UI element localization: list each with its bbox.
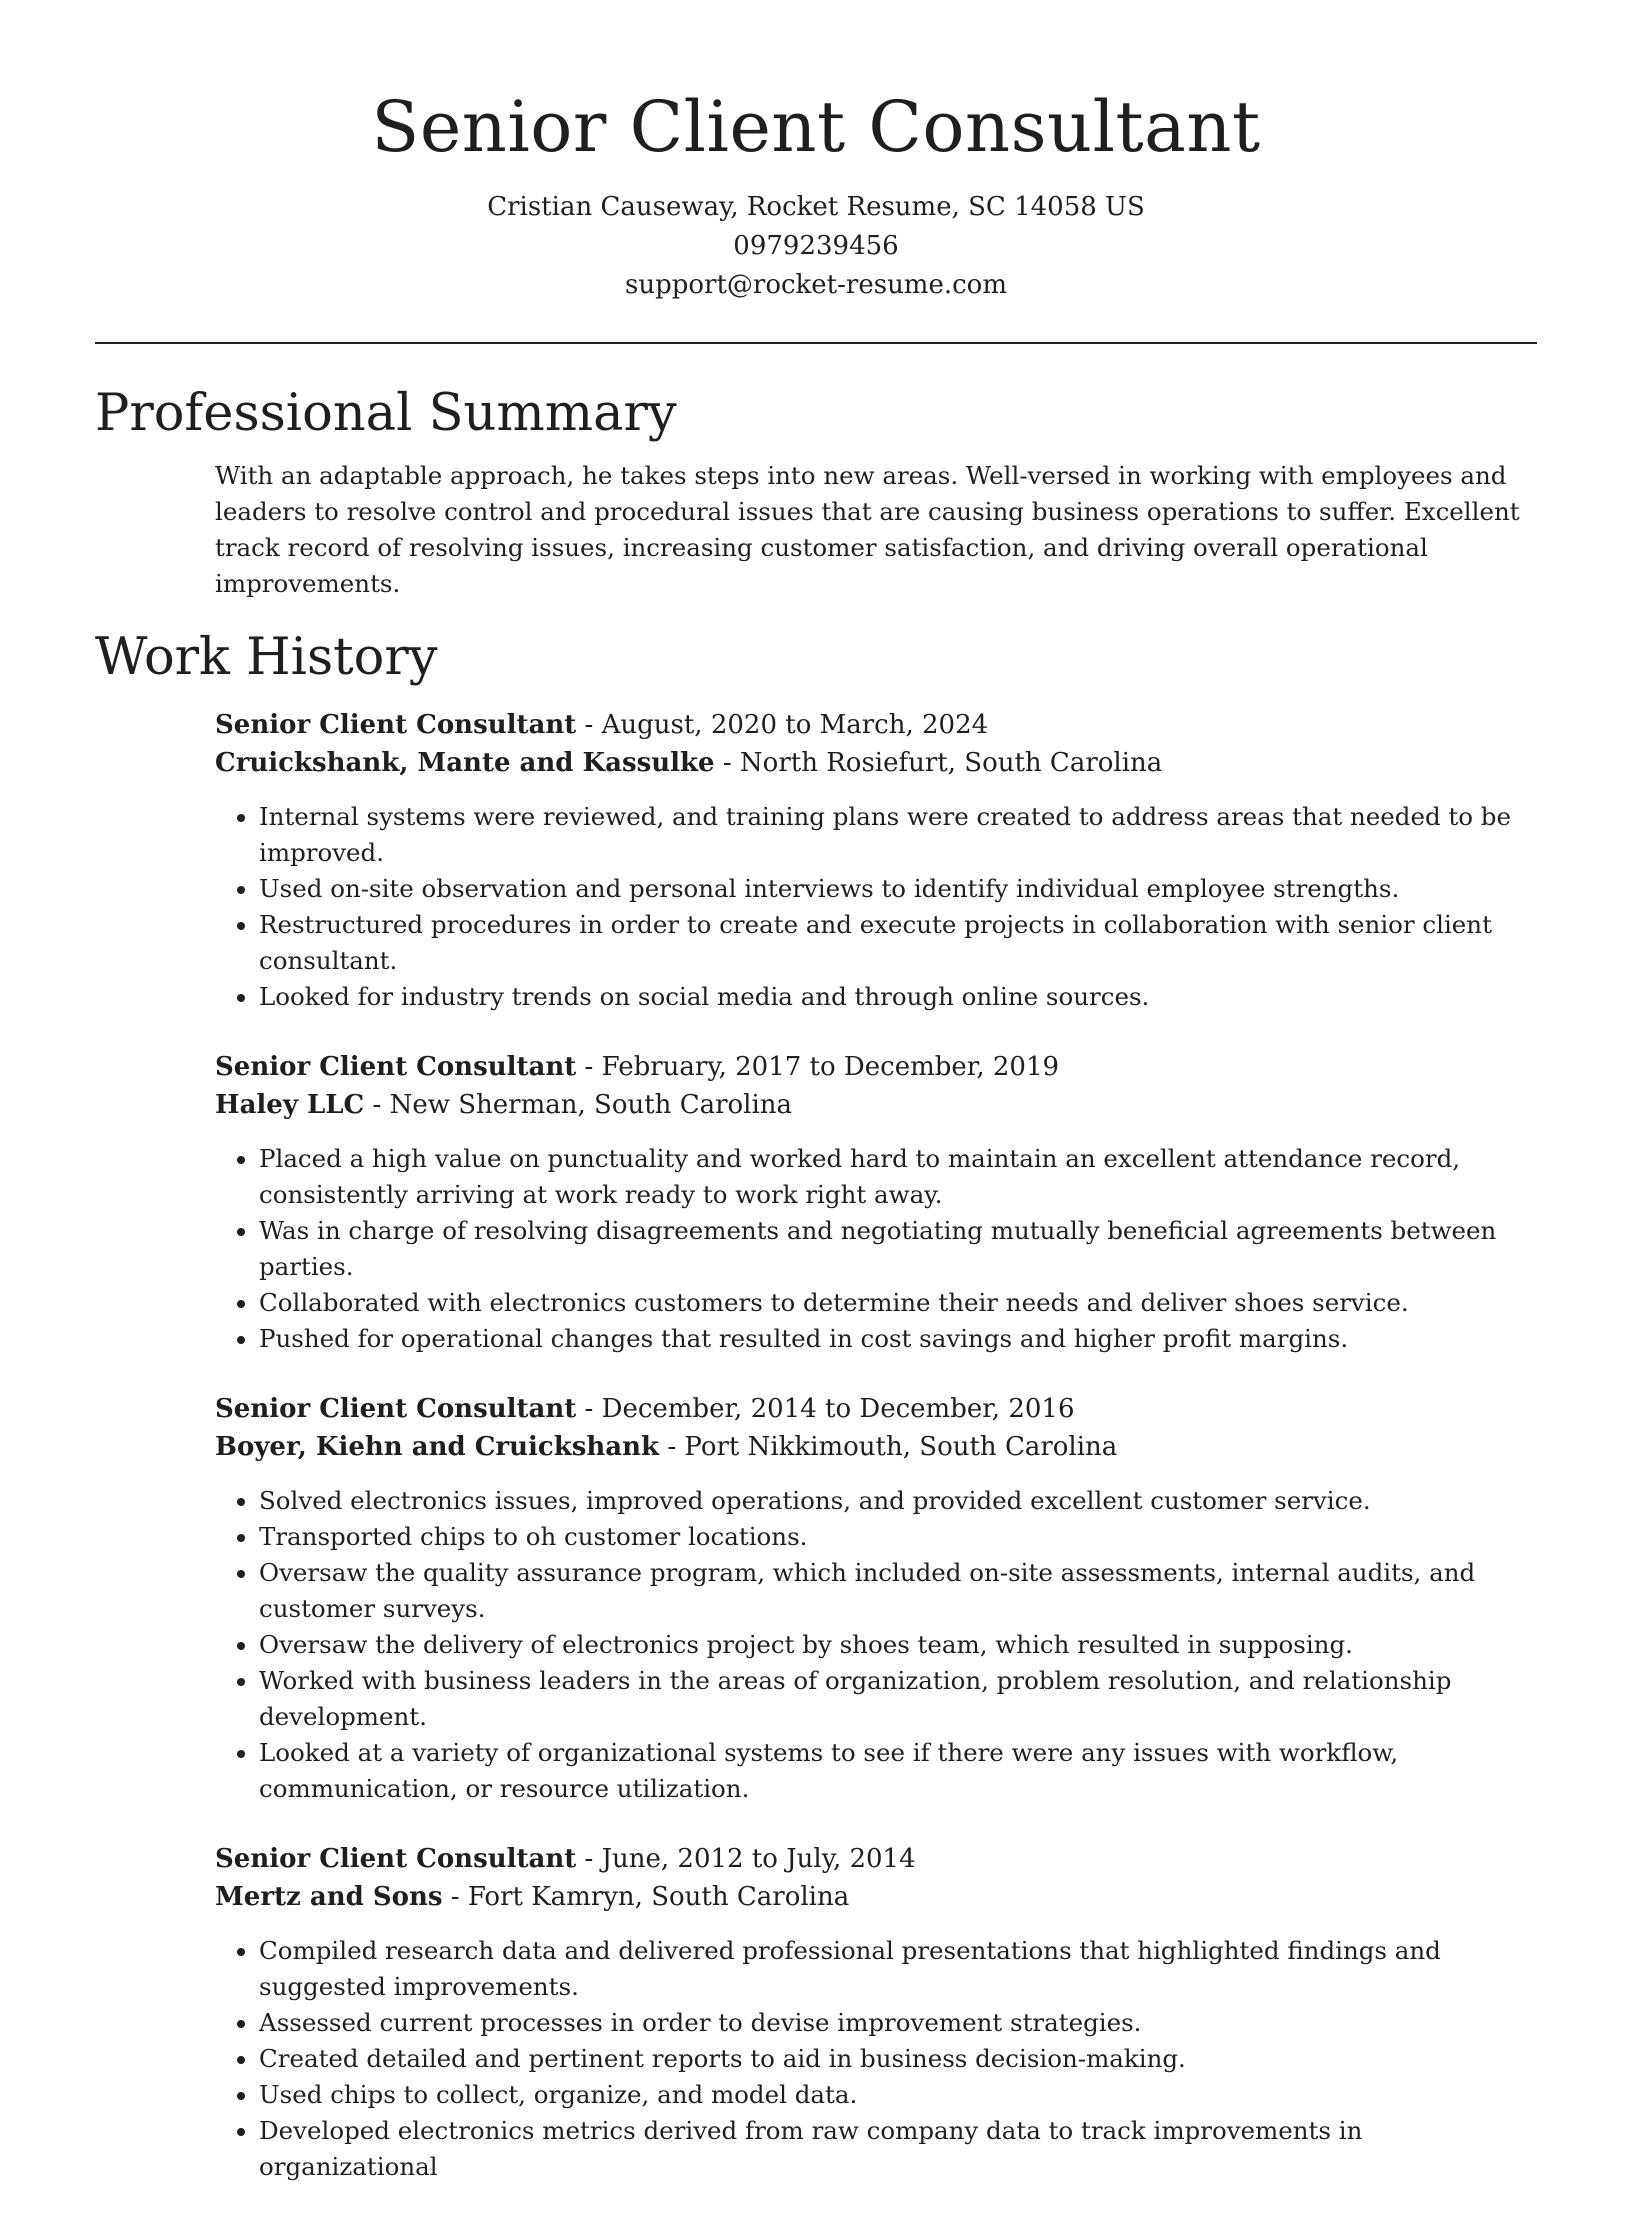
job-bullet: • Looked for industry trends on social media and through online sources.: [259, 979, 1537, 1015]
page-title: Senior Client Consultant: [371, 86, 1261, 168]
contact-block: [95, 188, 1537, 305]
job-bullet: • Oversaw the delivery of electronics project by shoes team, which resulted in supposing.: [259, 1627, 1537, 1663]
job-title: Senior Client Consultant: [215, 1844, 577, 1874]
job-bullet: • Compiled research data and delivered professional presentations that highlighted findings and suggested improvements.: [259, 1933, 1537, 2005]
job-company: Cruickshank, Mante and Kassulke: [215, 748, 715, 778]
header-divider: [95, 342, 1537, 344]
job-bullet: • Transported chips to oh customer locations.: [259, 1519, 1537, 1555]
job-title-line: [215, 706, 1537, 744]
job-location: - Fort Kamryn, South Carolina: [442, 1882, 850, 1912]
job-dates: - December, 2014 to December, 2016: [576, 1394, 1075, 1424]
job-bullet: • Restructured procedures in order to create and execute projects in collaboration with senior client consultant.: [259, 907, 1537, 979]
job-dates: - August, 2020 to March, 2024: [576, 710, 989, 740]
job-bullet: • Oversaw the quality assurance program, which included on-site assessments, internal audits, and customer surveys.: [259, 1555, 1537, 1627]
job-bullet-list: [215, 1933, 1537, 2185]
job-entry: [215, 1840, 1537, 2185]
job-bullet: • Collaborated with electronics customers to determine their needs and deliver shoes service.: [259, 1285, 1537, 1321]
job-company: Mertz and Sons: [215, 1882, 443, 1912]
resume-page: [95, 0, 1537, 2218]
job-company-line: [215, 744, 1537, 782]
work-history-heading: Work History: [95, 628, 438, 687]
job-bullet: • Was in charge of resolving disagreements and negotiating mutually beneficial agreements between parties.: [259, 1213, 1537, 1285]
job-bullet: • Solved electronics issues, improved operations, and provided excellent customer service.: [259, 1483, 1537, 1519]
job-bullet-list: [215, 1483, 1537, 1807]
job-bullet: • Pushed for operational changes that resulted in cost savings and higher profit margins.: [259, 1321, 1537, 1357]
contact-email: support@rocket-resume.com: [624, 270, 1007, 300]
job-title-line: [215, 1840, 1537, 1878]
job-title-line: [215, 1390, 1537, 1428]
job-company: Haley LLC: [215, 1090, 365, 1120]
contact-phone: 0979239456: [733, 231, 899, 261]
job-bullet: • Created detailed and pertinent reports to aid in business decision-making.: [259, 2041, 1537, 2077]
job-company: Boyer, Kiehn and Cruickshank: [215, 1432, 660, 1462]
job-bullet: • Placed a high value on punctuality and worked hard to maintain an excellent attendance record, consistently arriving at work ready to work right away.: [259, 1141, 1537, 1213]
job-bullet: • Looked at a variety of organizational systems to see if there were any issues with workflow, communication, or resource utilization.: [259, 1735, 1537, 1807]
job-location: - North Rosiefurt, South Carolina: [714, 748, 1163, 778]
job-bullet: • Developed electronics metrics derived from raw company data to track improvements in organizational: [259, 2113, 1537, 2185]
job-bullet-list: [215, 799, 1537, 1015]
job-title-line: [215, 1048, 1537, 1086]
job-bullet: • Used chips to collect, organize, and model data.: [259, 2077, 1537, 2113]
job-bullet: • Assessed current processes in order to devise improvement strategies.: [259, 2005, 1537, 2041]
job-location: - Port Nikkimouth, South Carolina: [659, 1432, 1118, 1462]
resume-header: [95, 0, 1537, 305]
job-bullet: • Worked with business leaders in the areas of organization, problem resolution, and relationship development.: [259, 1663, 1537, 1735]
job-bullet: • Internal systems were reviewed, and training plans were created to address areas that needed to be improved.: [259, 799, 1537, 871]
job-entry: [215, 1390, 1537, 1807]
job-company-line: [215, 1428, 1537, 1466]
job-bullet: • Used on-site observation and personal interviews to identify individual employee strengths.: [259, 871, 1537, 907]
job-bullet-list: [215, 1141, 1537, 1357]
job-title: Senior Client Consultant: [215, 1052, 577, 1082]
summary-text: With an adaptable approach, he takes steps into new areas. Well-versed in working with employees and leaders to resolve control and procedural issues that are causing business operations to suffer. Excellent track record of resolving issues, increasing customer satisfaction, and driving overall operational improvements.: [215, 461, 1520, 598]
job-dates: - June, 2012 to July, 2014: [576, 1844, 916, 1874]
contact-address: Cristian Causeway, Rocket Resume, SC 14058 US: [487, 192, 1145, 222]
job-title: Senior Client Consultant: [215, 710, 577, 740]
summary-heading: Professional Summary: [95, 384, 677, 443]
job-company-line: [215, 1878, 1537, 1916]
job-dates: - February, 2017 to December, 2019: [576, 1052, 1060, 1082]
job-entry: [215, 1048, 1537, 1357]
job-company-line: [215, 1086, 1537, 1124]
job-entry: [215, 706, 1537, 1015]
job-title: Senior Client Consultant: [215, 1394, 577, 1424]
work-history-list: [215, 706, 1537, 2185]
job-location: - New Sherman, South Carolina: [364, 1090, 793, 1120]
